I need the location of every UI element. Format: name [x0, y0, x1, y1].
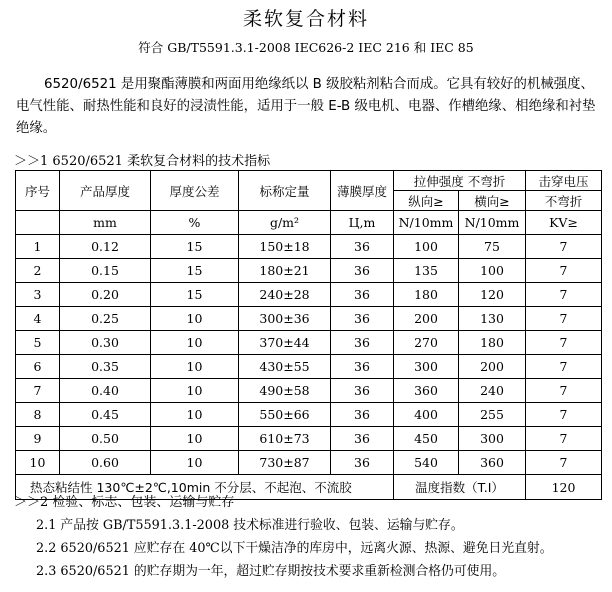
table-cell: 10 [151, 427, 239, 451]
header-transverse: 横向≥ [459, 191, 526, 211]
table-cell: 360 [394, 379, 459, 403]
unit-cell: mm [60, 211, 151, 235]
table-cell: 130 [459, 307, 526, 331]
bonding-property: 热态粘结性 130℃±2℃,10min 不分层、不起泡、不流胶 [16, 475, 394, 500]
header-tensile: 拉伸强度 不弯折 [394, 171, 526, 191]
table-cell: 3 [16, 283, 60, 307]
table-cell: 15 [151, 283, 239, 307]
standards-line: 符合 GB/T5591.3.1-2008 IEC626-2 IEC 216 和 IEC 85 [138, 40, 474, 55]
table-cell: 10 [151, 307, 239, 331]
temp-index-label: 温度指数（T.I） [394, 475, 526, 500]
unit-cell: N/10mm [459, 211, 526, 235]
table-cell: 200 [459, 355, 526, 379]
table-cell: 15 [151, 259, 239, 283]
table-cell: 36 [331, 307, 394, 331]
table-cell: 180±21 [239, 259, 331, 283]
data-rows [16, 235, 602, 475]
table-cell: 6 [16, 355, 60, 379]
table-cell: 0.45 [60, 403, 151, 427]
table-cell: 370±44 [239, 331, 331, 355]
table-cell: 180 [459, 331, 526, 355]
header-weight: 标称定量 [239, 171, 331, 211]
table-cell: 240±28 [239, 283, 331, 307]
table-cell: 240 [459, 379, 526, 403]
table-cell: 430±55 [239, 355, 331, 379]
table-cell: 7 [526, 259, 602, 283]
unit-cell: N/10mm [394, 211, 459, 235]
table-cell: 0.12 [60, 235, 151, 259]
header-thickness: 产品厚度 [60, 171, 151, 211]
section-1-heading: ＞＞1 6520/6521 柔软复合材料的技术指标 [14, 154, 271, 169]
table-cell: 36 [331, 355, 394, 379]
table-cell: 135 [394, 259, 459, 283]
table-cell: 0.15 [60, 259, 151, 283]
table-cell: 7 [526, 379, 602, 403]
item-2-3: 2.3 6520/6521 的贮存期为一年，超过贮存期按技术要求重新检测合格仍可使用。 [36, 564, 506, 579]
table-cell: 1 [16, 235, 60, 259]
temp-index-value: 120 [526, 475, 602, 500]
header-breakdown: 击穿电压 [526, 171, 602, 191]
table-cell: 0.40 [60, 379, 151, 403]
table-cell: 7 [16, 379, 60, 403]
table-cell: 610±73 [239, 427, 331, 451]
unit-cell: KV≥ [526, 211, 602, 235]
header-tolerance: 厚度公差 [151, 171, 239, 211]
table-cell: 100 [459, 259, 526, 283]
table-cell: 120 [459, 283, 526, 307]
table-row [16, 259, 602, 283]
table-cell: 8 [16, 403, 60, 427]
table-cell: 10 [151, 355, 239, 379]
table-cell: 100 [394, 235, 459, 259]
table-row [16, 451, 602, 475]
table-cell: 36 [331, 235, 394, 259]
unit-cell: g/m² [239, 211, 331, 235]
table-cell: 7 [526, 403, 602, 427]
table-cell: 0.25 [60, 307, 151, 331]
table-cell: 0.50 [60, 427, 151, 451]
table-cell: 7 [526, 235, 602, 259]
table-cell: 200 [394, 307, 459, 331]
table-cell: 180 [394, 283, 459, 307]
table-cell: 0.30 [60, 331, 151, 355]
table-cell: 5 [16, 331, 60, 355]
table-cell: 36 [331, 403, 394, 427]
table-cell: 360 [459, 451, 526, 475]
table-row [16, 355, 602, 379]
table-cell: 36 [331, 427, 394, 451]
item-2-1: 2.1 产品按 GB/T5591.3.1-2008 技术标准进行验收、包装、运输与贮存。 [36, 518, 464, 533]
table-row [16, 283, 602, 307]
table-row [16, 307, 602, 331]
units-row [16, 211, 602, 235]
table-cell: 15 [151, 235, 239, 259]
table-cell: 36 [331, 259, 394, 283]
header-longitudinal: 纵向≥ [394, 191, 459, 211]
header-no: 序号 [16, 171, 60, 211]
table-cell: 300 [394, 355, 459, 379]
table-row [16, 403, 602, 427]
table-cell: 550±66 [239, 403, 331, 427]
intro-paragraph: 6520/6521 是用聚酯薄膜和两面用绝缘纸以 B 级胶粘剂粘合而成。它具有较好的机械强度、电气性能、耐热性能和良好的浸渍性能，适用于一般 E-B 级电机、电器、作槽绝缘、相绝缘和衬垫绝缘。 [16, 77, 596, 136]
table-cell: 75 [459, 235, 526, 259]
table-cell: 300 [459, 427, 526, 451]
table-row [16, 235, 602, 259]
table-cell: 10 [151, 331, 239, 355]
table-cell: 450 [394, 427, 459, 451]
table-row [16, 331, 602, 355]
table-cell: 7 [526, 427, 602, 451]
table-cell: 36 [331, 331, 394, 355]
table-cell: 150±18 [239, 235, 331, 259]
table-cell: 490±58 [239, 379, 331, 403]
table-cell: 4 [16, 307, 60, 331]
table-cell: 36 [331, 283, 394, 307]
table-cell: 10 [151, 451, 239, 475]
table-cell: 2 [16, 259, 60, 283]
table-cell: 400 [394, 403, 459, 427]
table-cell: 10 [151, 379, 239, 403]
table-cell: 255 [459, 403, 526, 427]
table-cell: 7 [526, 283, 602, 307]
table-cell: 0.20 [60, 283, 151, 307]
page-title: 柔软复合材料 [242, 8, 369, 30]
table-cell: 7 [526, 331, 602, 355]
table-cell: 0.60 [60, 451, 151, 475]
table-cell: 7 [526, 307, 602, 331]
item-2-2: 2.2 6520/6521 应贮存在 40℃以下干燥洁净的库房中，远离火源、热源、避免日光直射。 [36, 541, 553, 556]
table-cell: 7 [526, 451, 602, 475]
table-cell: 36 [331, 379, 394, 403]
table-cell: 9 [16, 427, 60, 451]
table-cell: 7 [526, 355, 602, 379]
header-film: 薄膜厚度 [331, 171, 394, 211]
table-cell: 300±36 [239, 307, 331, 331]
unit-cell-empty [16, 211, 60, 235]
header-row-1 [16, 171, 602, 191]
table-cell: 540 [394, 451, 459, 475]
table-cell: 270 [394, 331, 459, 355]
table-cell: 0.35 [60, 355, 151, 379]
section-2-heading: ＞＞2 检验、标志、包装、运输与贮存 [14, 495, 235, 510]
table-row [16, 427, 602, 451]
table-cell: 730±87 [239, 451, 331, 475]
table-cell: 10 [151, 403, 239, 427]
header-no-fold: 不弯折 [526, 191, 602, 211]
table-cell: 10 [16, 451, 60, 475]
unit-cell: Ц,m [331, 211, 394, 235]
unit-cell: % [151, 211, 239, 235]
spec-table [15, 170, 602, 500]
table-row [16, 379, 602, 403]
table-cell: 36 [331, 451, 394, 475]
